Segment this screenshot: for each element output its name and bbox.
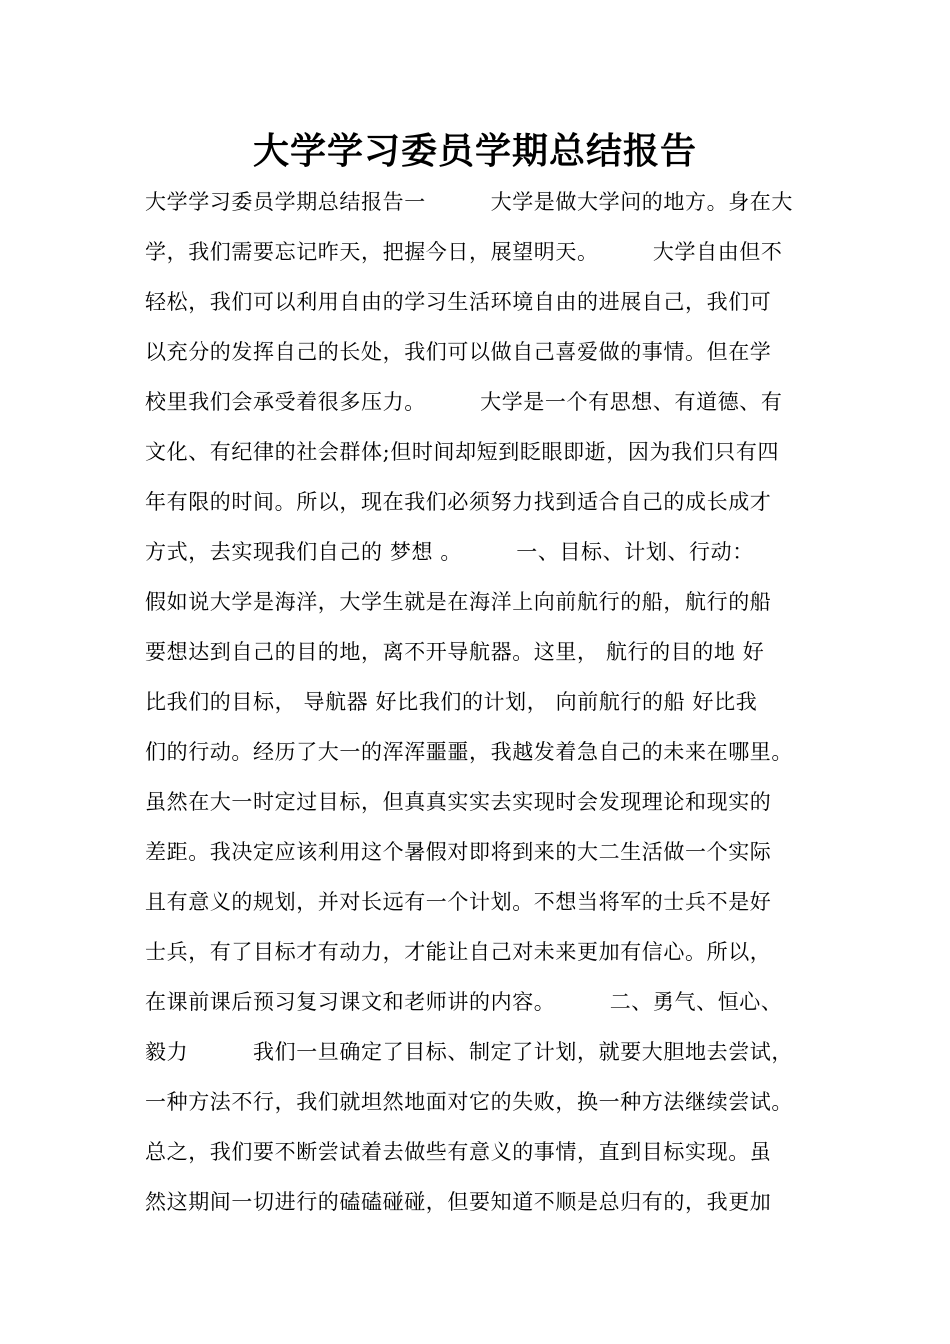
body-line: 假如说大学是海洋，大学生就是在海洋上向前航行的船，航行的船 [145, 590, 772, 614]
document-body [145, 182, 825, 1232]
body-line: 以充分的发挥自己的长处，我们可以做自己喜爱做的事情。但在学 [145, 340, 772, 364]
body-line: 学，我们需要忘记昨天，把握今日，展望明天。 大学自由但不 [145, 240, 783, 264]
body-line: 们的行动。经历了大一的浑浑噩噩，我越发着急自己的未来在哪里。 [145, 740, 793, 764]
body-line: 然这期间一切进行的磕磕碰碰，但要知道不顺是总归有的，我更加 [145, 1190, 772, 1214]
body-line: 要想达到自己的目的地，离不开导航器。这里， 航行的目的地 好 [145, 640, 765, 664]
body-line: 大学学习委员学期总结报告一 大学是做大学问的地方。身在大 [145, 190, 793, 214]
body-line: 轻松，我们可以利用自由的学习生活环境自由的进展自己，我们可 [145, 290, 772, 314]
body-line: 士兵，有了目标才有动力，才能让自己对未来更加有信心。所以， [145, 940, 772, 964]
body-line: 方式，去实现我们自己的 梦想 。 一、目标、计划、行动： [145, 540, 754, 564]
body-line: 比我们的目标， 导航器 好比我们的计划， 向前航行的船 好比我 [145, 690, 758, 714]
body-line: 校里我们会承受着很多压力。 大学是一个有思想、有道德、有 [145, 390, 783, 414]
body-line: 毅力 我们一旦确定了目标、制定了计划，就要大胆地去尝试， [145, 1040, 793, 1064]
body-line: 差距。我决定应该利用这个暑假对即将到来的大二生活做一个实际 [145, 840, 772, 864]
document-title: 大学学习委员学期总结报告 [252, 131, 697, 172]
body-line: 且有意义的规划，并对长远有一个计划。不想当将军的士兵不是好 [145, 890, 772, 914]
body-line: 文化、有纪律的社会群体;但时间却短到眨眼即逝，因为我们只有四 [145, 440, 780, 464]
body-line: 年有限的时间。所以，现在我们必须努力找到适合自己的成长成才 [145, 490, 772, 514]
body-line: 一种方法不行，我们就坦然地面对它的失败，换一种方法继续尝试。 [145, 1090, 793, 1114]
body-line: 虽然在大一时定过目标，但真真实实去实现时会发现理论和现实的 [145, 790, 772, 814]
body-line: 在课前课后预习复习课文和老师讲的内容。 二、勇气、恒心、 [145, 990, 783, 1014]
body-line: 总之，我们要不断尝试着去做些有意义的事情，直到目标实现。虽 [145, 1140, 772, 1164]
